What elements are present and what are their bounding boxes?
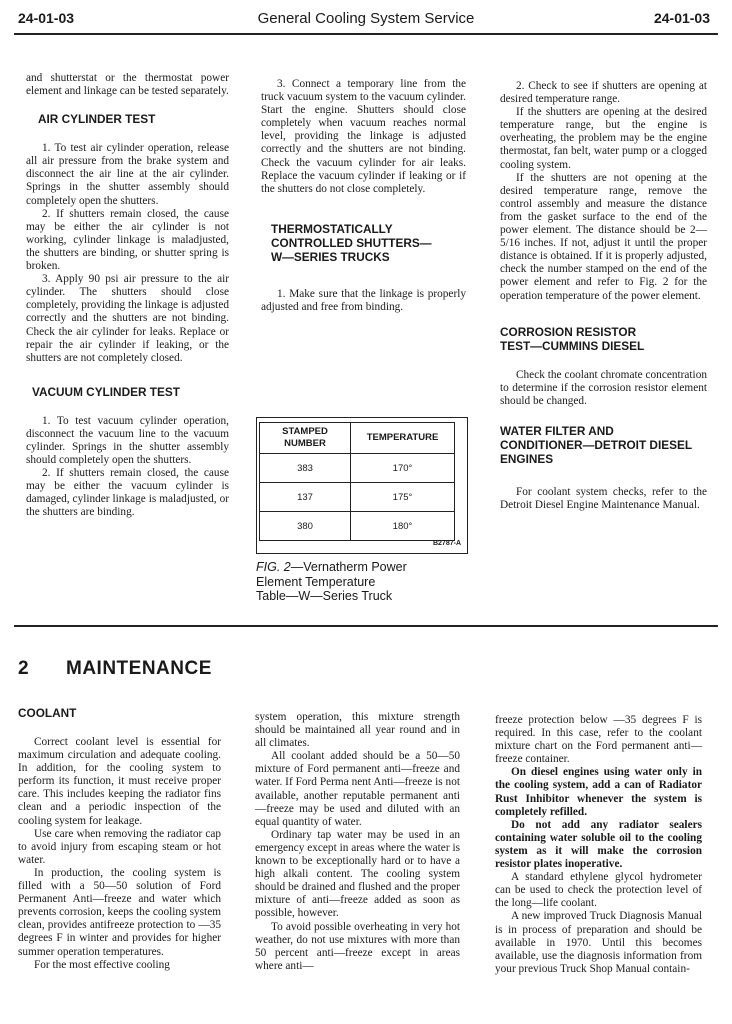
stamped-cell: 380 bbox=[260, 512, 351, 541]
stamped-cell: 137 bbox=[260, 483, 351, 512]
figure-label: FIG. 2 bbox=[256, 560, 291, 574]
corrosion-paragraph: Check the coolant chromate concentration to determine if the corrosion resistor element should be changed. bbox=[500, 368, 707, 407]
mixture-paragraph-4: To avoid possible overheating in very hot weather, do not use mixtures with more than 50 percent anti—freeze except in areas where anti— bbox=[255, 920, 460, 972]
hydrometer-paragraph: A standard ethylene glycol hydrometer can be used to check the protection level of the long—life coolant. bbox=[495, 871, 702, 910]
table-row bbox=[260, 512, 455, 541]
air-step-2: 2. If shutters remain closed, the cause may be either the air cylinder is not working, cylinder linkage is maladjusted, the shutters are binding, or shutter spring is broken. bbox=[26, 207, 229, 273]
coolant-paragraph-3: In production, the cooling system is filled with a 50—50 solution of Ford Permanent Anti—freeze and water which prevents corrosion, keeps the cooling system clean, provides antifreeze protection to —35 degrees F in winter and provides for higher summer operation temperatures. bbox=[18, 866, 221, 958]
rust-inhibitor-note: On diesel engines using water only in the cooling system, add a can of Radiator Rust Inhibitor whenever the system is completely refilled. bbox=[495, 766, 702, 818]
caption-line-2: Element Temperature bbox=[256, 574, 376, 589]
vacuum-cylinder-test-heading: VACUUM CYLINDER TEST bbox=[32, 384, 180, 399]
thermo-step-1: 1. Make sure that the linkage is properly adjusted and free from binding. bbox=[261, 287, 466, 313]
column-2 bbox=[261, 78, 466, 314]
coolant-paragraph-4: For the most effective cooling bbox=[34, 958, 170, 971]
header-rule bbox=[14, 33, 718, 35]
vac-step-3: 3. Connect a temporary line from the truck vacuum system to the vacuum cylinder. Start the engine. Shutters should close completely when vacuum reaches normal level, providing the linkage is adjusted correctly and the shutters are not binding. Check the vacuum cylinder for air leaks. Replace the vacuum cylinder if leaking or if the shutters do not close completely. bbox=[261, 78, 466, 195]
page-number-left: 24-01-03 bbox=[18, 10, 75, 26]
temperature-table bbox=[259, 422, 455, 541]
maintenance-column-3 bbox=[495, 714, 702, 976]
column-3 bbox=[500, 80, 707, 512]
figure-reference-code: B2787-A bbox=[432, 540, 461, 547]
thermo-step-2: 2. Check to see if shutters are opening at desired temperature range. bbox=[500, 80, 707, 106]
figure-2-frame bbox=[256, 417, 468, 554]
air-step-1: 1. To test air cylinder operation, release all air pressure from the brake system and disconnect the air line at the air cylinder. Springs in the shutter assembly should completely open the shutters. bbox=[26, 142, 229, 207]
coolant-paragraph-1: Correct coolant level is essential for maximum circulation and adequate cooling. In addition, for the cooling system to perform its function, it must receive proper care. This includes keeping the radiator fins clean and a periodic inspection of the cooling system for leakage. bbox=[18, 736, 221, 827]
water-filter-heading-line-3: ENGINES bbox=[500, 451, 554, 466]
vac-step-2: 2. If shutters remain closed, the cause may be either the vacuum cylinder is damaged, cylinder linkage is maladjusted, or the shutters are binding. bbox=[26, 467, 229, 519]
maintenance-column-1 bbox=[18, 706, 221, 972]
thermo-heading-line-1: THERMOSTATICALLY bbox=[271, 221, 393, 236]
water-filter-heading-line-1: WATER FILTER AND bbox=[500, 423, 614, 438]
corrosion-heading-line-2: TEST—CUMMINS DIESEL bbox=[500, 338, 645, 353]
table-row bbox=[260, 454, 455, 483]
caption-line-1: —Vernatherm Power bbox=[290, 560, 407, 574]
running-title: General Cooling System Service bbox=[257, 10, 475, 27]
thermo-paragraph-overheat: If the shutters are opening at the desired temperature range, but the engine is overheating, the problem may be the engine thermostat, fan belt, water pump or a clogged cooling system. bbox=[500, 106, 707, 171]
section-rule bbox=[14, 625, 718, 627]
antifreeze-paragraph: freeze protection below —35 degrees F is required. In this case, refer to the coolant mixture chart on the Ford permanent anti—freeze container. bbox=[495, 714, 702, 766]
sealer-warning-note: Do not add any radiator sealers containing water soluble oil to the cooling system as it will make the corrosion resistor plates inoperative. bbox=[495, 818, 702, 871]
temperature-cell: 180° bbox=[351, 512, 455, 541]
intro-paragraph: and shutterstat or the thermostat power element and linkage can be tested separately. bbox=[26, 72, 229, 98]
thermo-heading-line-2: CONTROLLED SHUTTERS— bbox=[271, 235, 432, 250]
table-row bbox=[260, 483, 455, 512]
thermo-heading-line-3: W—SERIES TRUCKS bbox=[271, 249, 390, 264]
header-temperature: TEMPERATURE bbox=[351, 423, 455, 454]
temperature-cell: 170° bbox=[351, 454, 455, 483]
section-number: 2 bbox=[18, 658, 29, 679]
mixture-paragraph-3: Ordinary tap water may be used in an emergency except in areas where the water is known to be exceptionally hard or to have a high alkali content. The cooling system should be drained and flushed and the proper mixture of anti—freeze added as soon as possible, however. bbox=[255, 828, 460, 920]
stamped-cell: 383 bbox=[260, 454, 351, 483]
corrosion-heading-line-1: CORROSION RESISTOR bbox=[500, 324, 637, 339]
mixture-paragraph-1: system operation, this mixture strength should be maintained all year round and in all climates. bbox=[255, 711, 460, 750]
caption-line-3: Table—W—Series Truck bbox=[256, 589, 393, 603]
coolant-paragraph-2: Use care when removing the radiator cap to avoid injury from escaping steam or hot water. bbox=[18, 827, 221, 866]
vac-step-1: 1. To test vacuum cylinder operation, disconnect the vacuum line to the vacuum cylinder. Springs in the shutter assembly should completely open the shutters. bbox=[26, 414, 229, 467]
figure-2-caption bbox=[256, 560, 466, 604]
page-number-right: 24-01-03 bbox=[653, 10, 710, 26]
section-title: MAINTENANCE bbox=[66, 658, 212, 679]
coolant-heading: COOLANT bbox=[18, 706, 77, 720]
diagnosis-manual-paragraph: A new improved Truck Diagnosis Manual is in process of preparation and should be available in 1970. Until this becomes available, use the diagnosis information from your previous Truck Shop Manual contain- bbox=[495, 910, 702, 975]
water-filter-heading-line-2: CONDITIONER—DETROIT DIESEL bbox=[500, 437, 693, 452]
maintenance-column-2 bbox=[255, 711, 460, 973]
air-cylinder-test-heading: AIR CYLINDER TEST bbox=[38, 112, 156, 127]
column-1 bbox=[26, 72, 229, 520]
header-stamped-number: STAMPED NUMBER bbox=[260, 423, 351, 454]
thermo-paragraph-adjust: If the shutters are not opening at the desired temperature range, remove the control assembly and measure the distance from the gasket surface to the end of the power element. The distance should be 2—5/16 inches. If not, adjust it until the proper distance is obtained. If it is properly adjusted, check the number stamped on the end of the power element and refer to Fig. 2 for the operation temperature of the power element. bbox=[500, 171, 707, 302]
air-step-3: 3. Apply 90 psi air pressure to the air cylinder. The shutters should close completely, providing the linkage is adjusted correctly and the shutters are not binding. Check the air cylinder for leaks. Replace or repair the air cylinder if leaking, or the shutters are not completely closed. bbox=[26, 273, 229, 364]
temperature-cell: 175° bbox=[351, 483, 455, 512]
mixture-paragraph-2: All coolant added should be a 50—50 mixture of Ford permanent anti—freeze and water. If Ford Perma nent Anti—freeze is not available, another reputable permanent anti—freeze may be used and diluted with an equal quantity of water. bbox=[255, 750, 460, 828]
water-filter-paragraph: For coolant system checks, refer to the Detroit Diesel Engine Maintenance Manual. bbox=[500, 485, 707, 511]
